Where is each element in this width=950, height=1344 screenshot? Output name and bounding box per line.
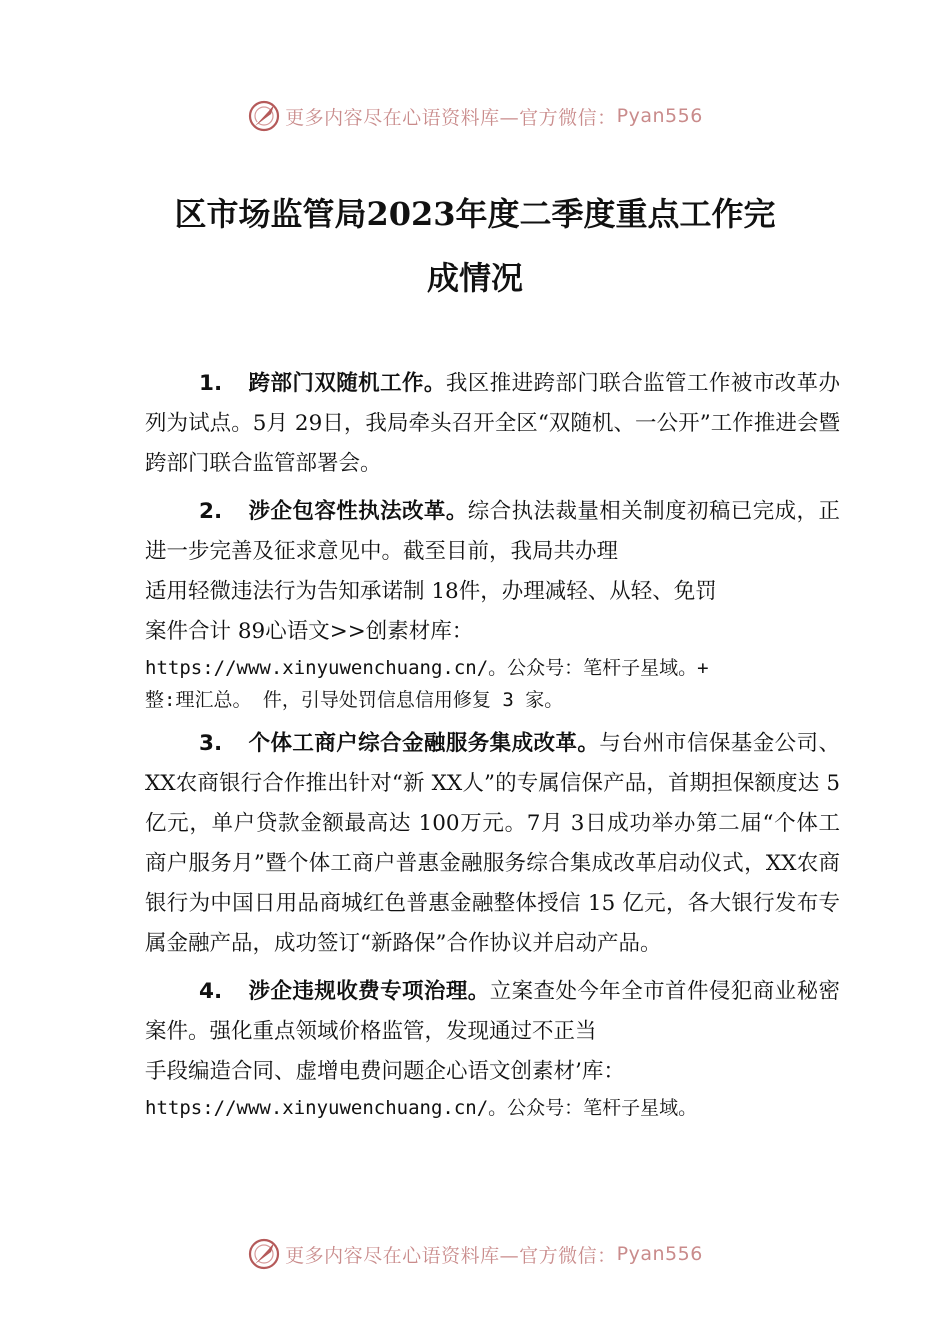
item-heading: 跨部门双随机工作。 (248, 371, 446, 396)
work-item-2 (145, 492, 840, 716)
title-line-2: 成情况 (426, 259, 523, 297)
footer-banner (0, 1234, 950, 1274)
item-url-line: https://www.xinyuwenchuang.cn/。公众号：笔杆子星域。 (145, 1097, 698, 1119)
banner-text: 更多内容尽在心语资料库—官方微信： (285, 106, 617, 129)
item-body: 与台州市信保基金公司、XX农商银行合作推出针对“新 XX人”的专属信保产品，首期担保额度达 5亿元，单户贷款金额最高达 100万元。7月 3日成功举办第二届“个体工商户服务月”暨个体工商户普惠金融服务综合集成改革启动仪式，XX农商银行为中国日用品商城红色普惠金融整体授信 15 亿元，各大银行发布专属金融产品，成功签订“新路保”合作协议并启动产品。 (145, 731, 840, 956)
item-url-line: https://www.xinyuwenchuang.cn/。公众号：笔杆子星域。+ (145, 657, 709, 679)
item-body: 综合执法裁量相关制度初稿已完成，正进一步完善及征求意见中。截至目前，我局共办理 (145, 499, 840, 564)
title-line-1: 区市场监管局2023年度二季度重点工作完 (174, 195, 776, 233)
item-line: 案件合计 89心语文>>创素材库： (145, 619, 474, 644)
item-number: 2. (199, 499, 223, 524)
work-item-3 (145, 724, 840, 964)
document-body (145, 364, 840, 1132)
item-number: 3. (199, 731, 223, 756)
item-line: 整:理汇总。 件，引导处罚信息信用修复 3 家。 (145, 689, 564, 711)
item-heading: 涉企违规收费专项治理。 (248, 979, 490, 1004)
work-item-1 (145, 364, 840, 484)
item-number: 1. (199, 371, 223, 396)
banner-text: 更多内容尽在心语资料库—官方微信： (285, 1244, 617, 1267)
item-heading: 个体工商户综合金融服务集成改革。 (248, 731, 600, 756)
banner-handle: Pyan556 (616, 1243, 703, 1265)
banner-handle: Pyan556 (616, 105, 703, 127)
quill-seal-logo-icon (247, 1237, 281, 1271)
quill-seal-logo-icon (247, 99, 281, 133)
page-title (110, 182, 840, 310)
item-body: 立案查处今年全市首件侵犯商业秘密案件。强化重点领域价格监管，发现通过不正当 (145, 979, 840, 1044)
item-line: 适用轻微违法行为告知承诺制 18件，办理减轻、从轻、免罚 (145, 579, 717, 604)
item-body: 我区推进跨部门联合监管工作被市改革办列为试点。5月 29日，我局牵头召开全区“双随机、一公开”工作推进会暨跨部门联合监管部署会。 (145, 371, 840, 476)
work-item-4 (145, 972, 840, 1124)
item-number: 4. (199, 979, 223, 1004)
item-heading: 涉企包容性执法改革。 (248, 499, 468, 524)
item-line: 手段编造合同、虚增电费问题企心语文创素材’库： (145, 1059, 625, 1084)
header-banner (0, 96, 950, 136)
